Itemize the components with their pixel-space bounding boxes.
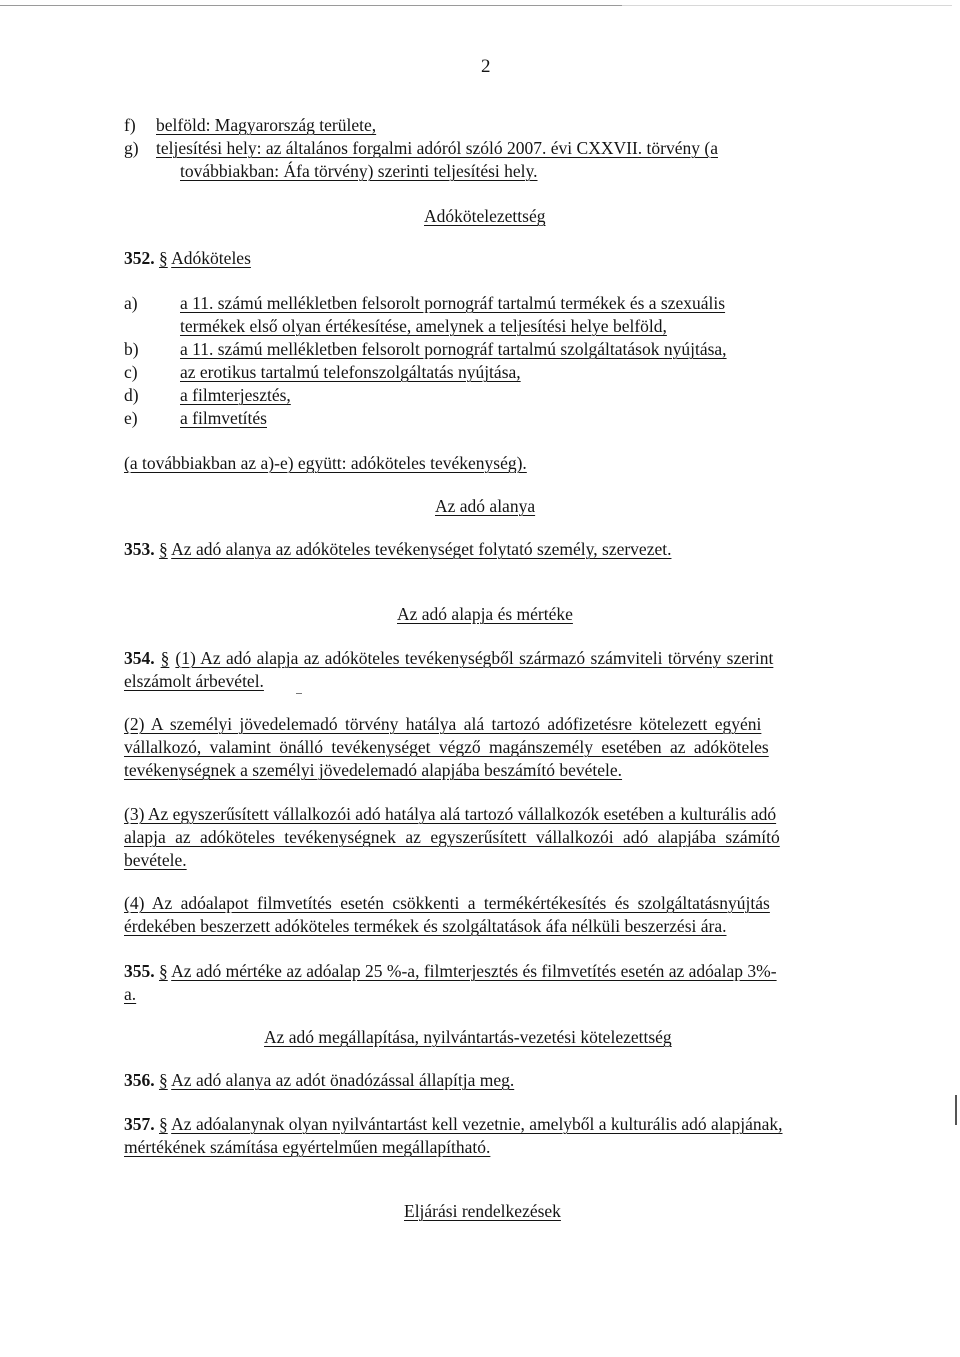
section-353 [124,539,671,559]
definition-text-continued: továbbiakban: Áfa törvény) szerinti teljesítési hely. [180,161,538,181]
section-354-p3-line2: alapja az adóköteles tevékenységnek az egyszerűsített vállalkozói adó alapjába számító [124,827,780,847]
section-354-p2-line3: tevékenységnek a személyi jövedelemadó alapjába beszámító bevétele. [124,760,623,780]
section-text: Az adóalanynak olyan nyilvántartást kell vezetnie, amelyből a kulturális adó alapjának, [171,1114,783,1134]
section-text-continued: a. [124,984,137,1004]
section-heading-megallapitas: Az adó megállapítása, nyilvántartás-vezetési kötelezettség [264,1027,672,1047]
page-number: 2 [481,56,491,77]
list-text: a filmvetítés [180,408,267,428]
definition-label: f) [124,115,136,135]
list-text: a 11. számú mellékletben felsorolt pornográf tartalmú termékek és a szexuális [180,293,726,313]
list-label: c) [124,362,138,382]
list-text: a 11. számú mellékletben felsorolt pornográf tartalmú szolgáltatások nyújtása, [180,339,727,359]
section-355 [124,961,777,981]
definition-text: belföld: Magyarország területe, [156,115,377,135]
section-number: 352. [124,248,155,268]
section-number: 355. [124,961,155,981]
section-354-p4-line2: érdekében beszerzett adóköteles termékek és szolgáltatások áfa nélküli beszerzési ára. [124,916,727,936]
section-heading-eljarasi: Eljárási rendelkezések [404,1201,561,1221]
scan-edge-mark [955,1095,957,1125]
section-352-title [124,248,251,268]
section-357 [124,1114,782,1134]
section-354-p3-line3: bevétele. [124,850,187,870]
section-number: 354. [124,648,155,668]
section-354-p3-line1: (3) Az egyszerűsített vállalkozói adó hatálya alá tartozó vállalkozók esetében a kulturális adó [124,804,777,824]
list-text-continued: termékek első olyan értékesítése, amelynek a teljesítési helye belföld, [180,316,667,336]
list-item-b [124,339,727,359]
definition-label: g) [124,138,139,158]
section-354-p4-line1: (4) Az adóalapot filmvetítés esetén csökkenti a termékértékesítés és szolgáltatásnyújtás [124,893,770,913]
section-number: 353. [124,539,155,559]
list-label: b) [124,339,139,359]
paragraph-text-continued: elszámolt árbevétel. [124,671,264,691]
section-text: Az adó alanya az adót önadózással állapítja meg. [171,1070,515,1090]
paragraph-text: (1) Az adó alapja az adóköteles tevékenységből származó számviteli törvény szerint [175,648,774,668]
section-heading-alap: Az adó alapja és mértéke [397,604,573,624]
section-sign: § [159,961,168,981]
definition-g [124,138,855,158]
list-label: d) [124,385,139,405]
section-sign: § [159,248,168,268]
section-text: Az adó mértéke az adóalap 25 %-a, filmterjesztés és filmvetítés esetén az adóalap 3%- [171,961,777,981]
section-text-continued: mértékének számítása egyértelműen megállapítható. [124,1137,491,1157]
section-sign: § [159,1114,168,1134]
list-item-a [124,293,855,313]
section-text: Az adó alanya az adóköteles tevékenységet folytató személy, szervezet. [171,539,672,559]
list-text: az erotikus tartalmú telefonszolgáltatás nyújtása, [180,362,521,382]
section-number: 356. [124,1070,155,1090]
list-item-d [124,385,291,405]
section-heading-alany: Az adó alanya [435,496,536,516]
scan-mark [296,693,302,694]
list-label: e) [124,408,138,428]
definition-text: teljesítési hely: az általános forgalmi adóról szóló 2007. évi CXXVII. törvény (a [156,138,718,158]
section-354-p1 [124,648,855,668]
section-sign: § [159,1070,168,1090]
section-number: 357. [124,1114,155,1134]
section-354-p2-line1: (2) A személyi jövedelemadó törvény hatálya alá tartozó adófizetésre kötelezett egyéni [124,714,762,734]
section-356 [124,1070,514,1090]
list-text: a filmterjesztés, [180,385,291,405]
section-sign: § [160,648,170,668]
section-sign: § [159,539,168,559]
list-item-e [124,408,267,428]
list-item-c [124,362,521,382]
scan-top-border [0,5,622,6]
scan-top-border-faint [622,5,952,6]
section-heading-adokotelezettseg: Adókötelezettség [424,206,546,226]
section-title: Adóköteles [171,248,251,268]
list-label: a) [124,293,138,313]
list-note: (a továbbiakban az a)-e) együtt: adóköteles tevékenység). [124,453,527,473]
definition-f [124,115,376,135]
section-354-p2-line2: vállalkozó, valamint önálló tevékenységet végző magánszemély esetében az adóköteles [124,737,769,757]
